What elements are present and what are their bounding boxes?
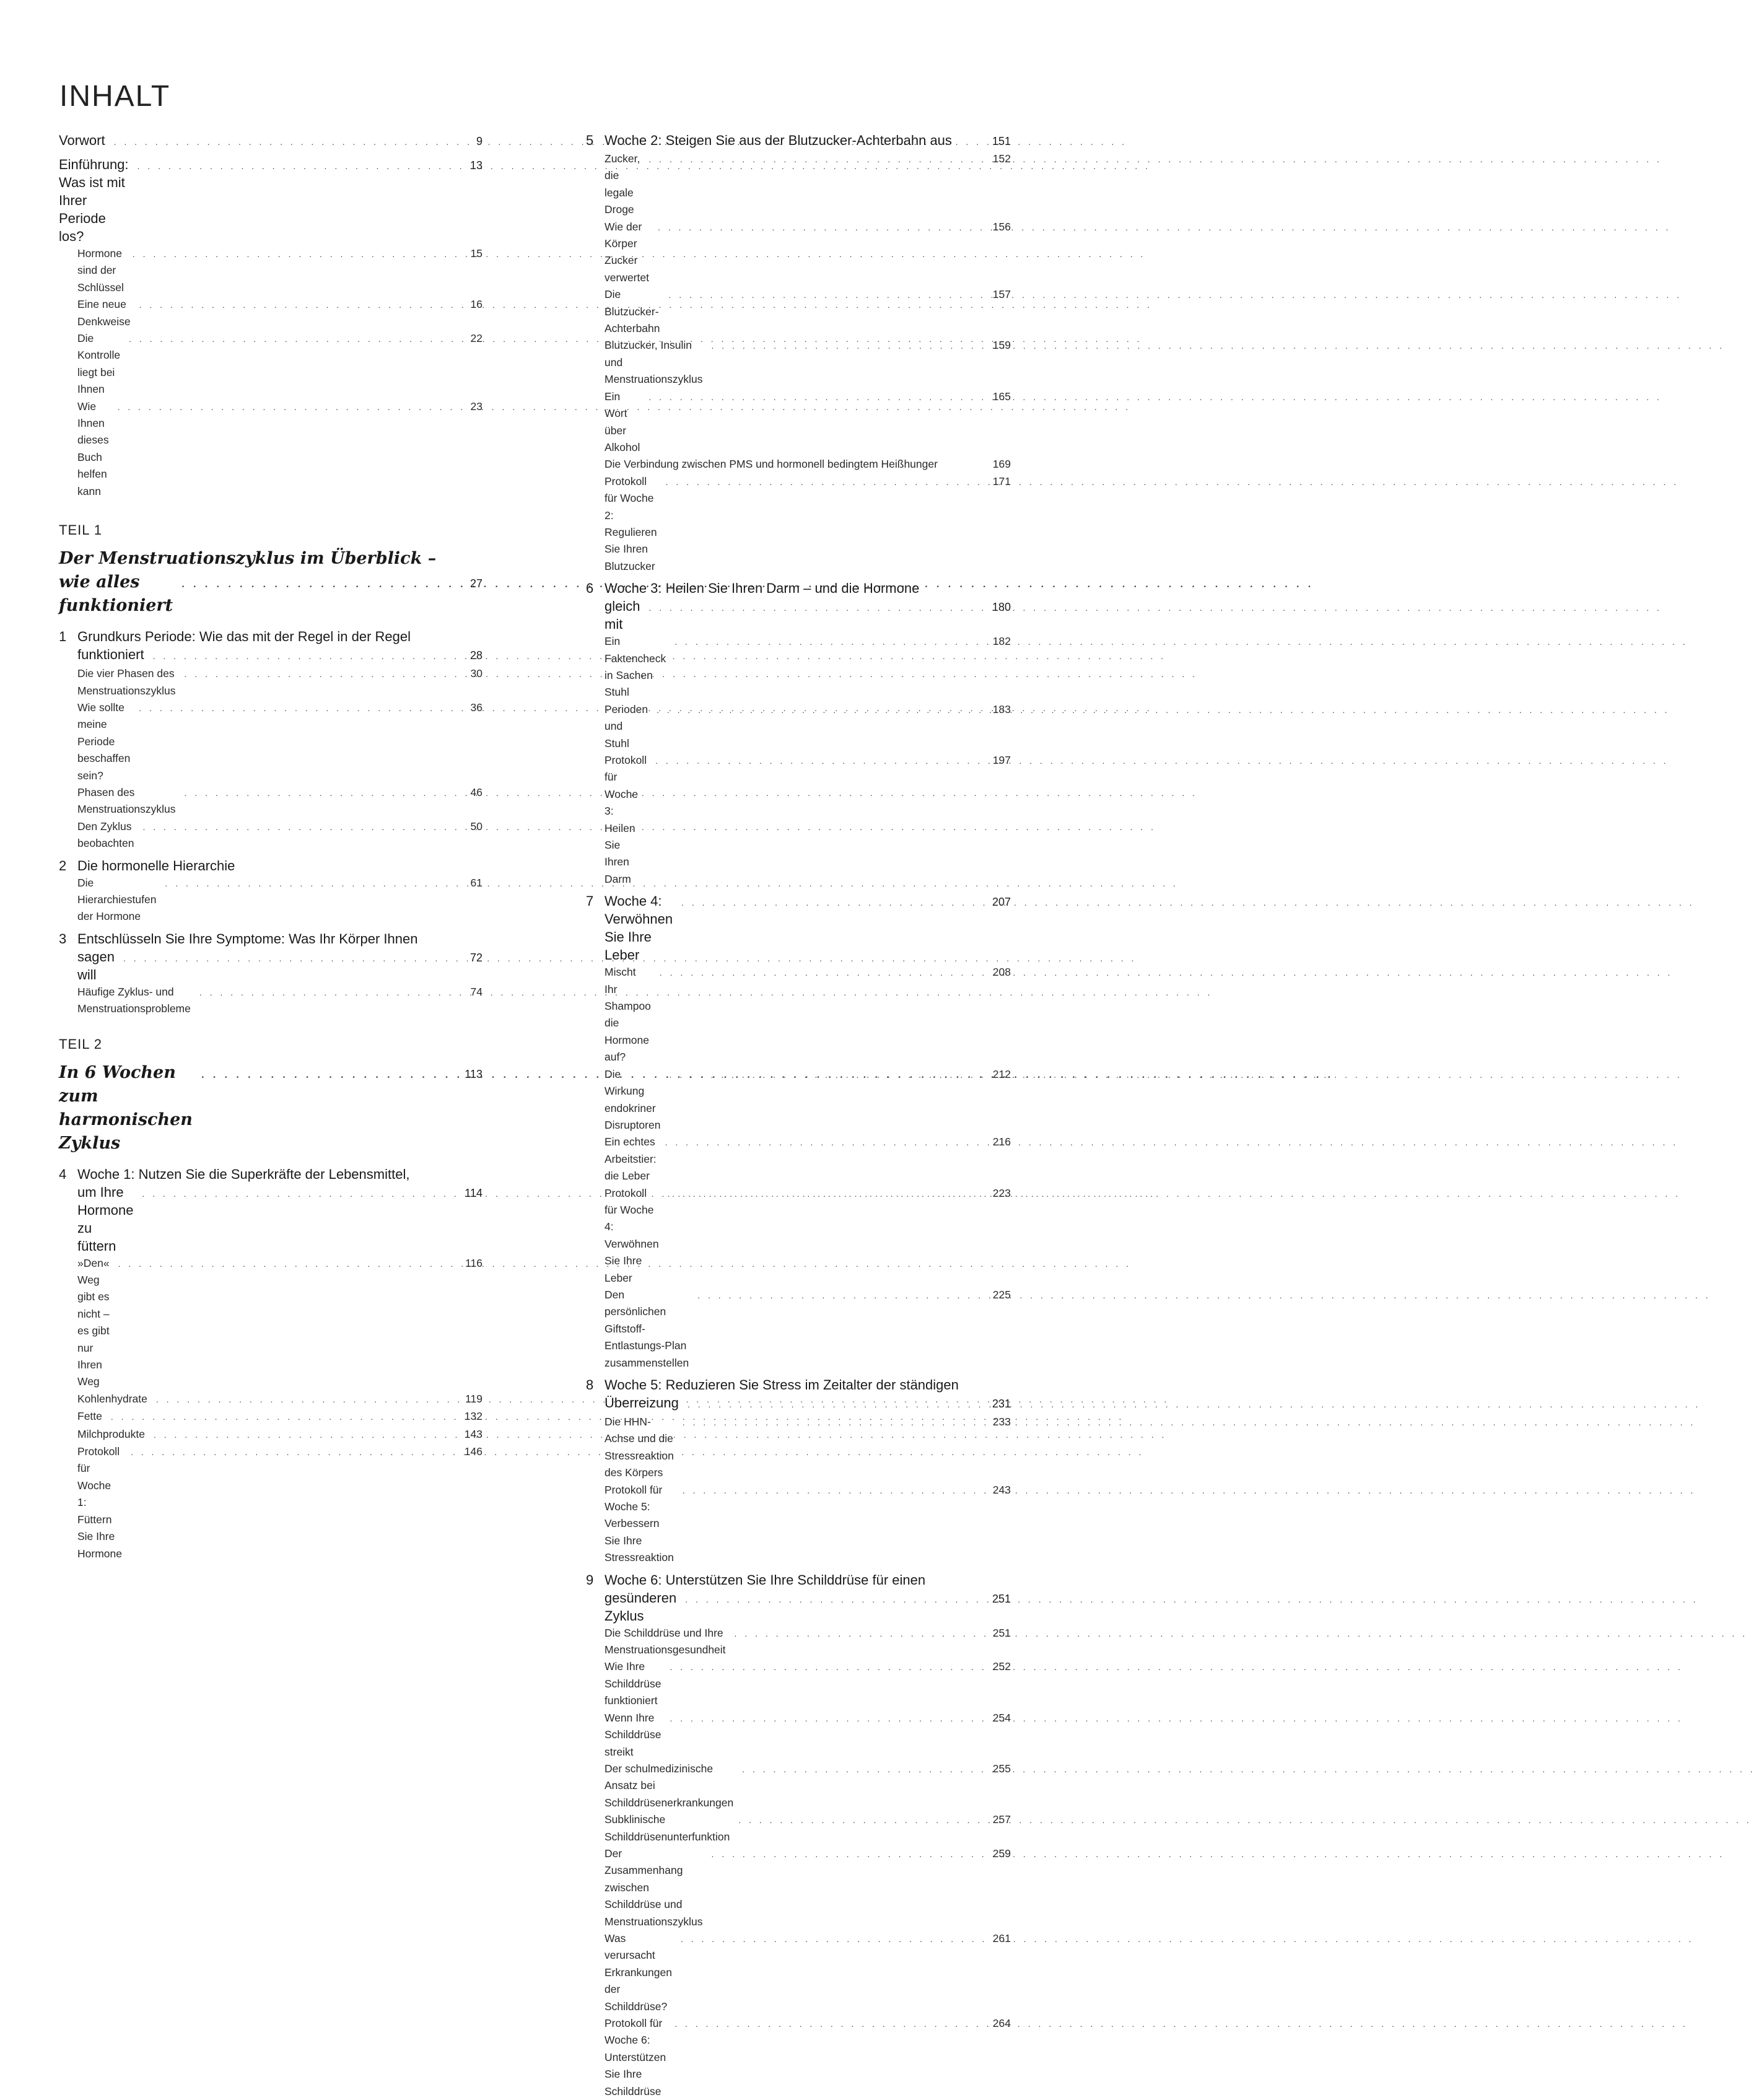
leader-dots xyxy=(703,338,1729,354)
chapter-title-line-1: Grundkurs Periode: Wie das mit der Regel in der Regel xyxy=(77,629,411,645)
toc-entry-title: Wie Ihre Schilddrüse funktioniert xyxy=(605,1660,661,1707)
toc-subentry[interactable] xyxy=(586,1134,1011,1184)
leader-dots xyxy=(673,894,1698,912)
toc-page-number: 216 xyxy=(992,1135,1011,1148)
toc-subentry[interactable] xyxy=(59,1426,482,1443)
toc-entry-title: Den Zyklus beobachten xyxy=(77,820,134,850)
toc-page-number: 254 xyxy=(992,1711,1011,1724)
leader-dots xyxy=(659,1186,1685,1202)
toc-left-column xyxy=(59,131,482,1562)
toc-entry-title: Zucker, die legale Droge xyxy=(605,152,640,216)
toc-page-number: 208 xyxy=(992,966,1011,979)
toc-entry-einfuehrung[interactable] xyxy=(59,155,482,245)
toc-page-number: 116 xyxy=(465,1256,482,1269)
toc-entry-title: Wenn Ihre Schilddrüse streikt xyxy=(605,1711,661,1758)
toc-chapter-3[interactable] xyxy=(59,930,482,984)
toc-page-number: 27 xyxy=(469,577,482,590)
chapter-number: 3 xyxy=(59,930,67,947)
toc-entry-title: Die Blutzucker-Achterbahn xyxy=(605,288,660,335)
leader-dots xyxy=(674,1414,1700,1431)
toc-subentry[interactable] xyxy=(59,1255,482,1391)
toc-entry-title: Subklinische Schilddrüsenunterfunktion xyxy=(605,1813,730,1843)
toc-subentry[interactable] xyxy=(59,245,482,296)
toc-page-number: 74 xyxy=(470,985,482,998)
toc-page-number: 261 xyxy=(992,1932,1011,1945)
toc-chapter-7[interactable] xyxy=(586,892,1011,964)
chapter-number: 7 xyxy=(586,893,594,909)
toc-subentry[interactable] xyxy=(59,398,482,500)
toc-entry-title: Ein Wort über Alkohol xyxy=(605,390,640,453)
chapter-number: 4 xyxy=(59,1166,67,1182)
leader-dots xyxy=(674,1482,1700,1499)
toc-page-number: 30 xyxy=(470,667,482,680)
toc-page-number: 22 xyxy=(470,332,482,345)
toc-subentry[interactable] xyxy=(586,633,1011,701)
toc-entry-title: Die Wirkung endokriner Disruptoren xyxy=(605,1067,661,1131)
chapter-title-line-1: Woche 6: Unterstützen Sie Ihre Schilddrüse für einen xyxy=(605,1572,926,1588)
toc-page-number: 28 xyxy=(469,649,482,662)
toc-page-number: 252 xyxy=(992,1660,1011,1673)
toc-subentry[interactable] xyxy=(586,1658,1011,1709)
toc-subentry[interactable] xyxy=(586,1066,1011,1134)
toc-entry-title: Hormone sind der Schlüssel xyxy=(77,247,124,294)
leader-dots xyxy=(651,965,1677,981)
toc-subentry[interactable] xyxy=(586,337,1011,388)
toc-subentry[interactable] xyxy=(586,1482,1011,1567)
toc-entry-title: Protokoll für Woche 6: Unterstützen Sie Ihre Schilddrüse xyxy=(605,2017,666,2098)
toc-entry-title: »Den« Weg gibt es nicht – es gibt nur Ihren Weg xyxy=(77,1256,110,1388)
chapter-title-line-1: Woche 3: Heilen Sie Ihren Darm – und die Hormone xyxy=(605,580,920,597)
toc-page-number: 251 xyxy=(992,1592,1011,1605)
toc-page-number: 180 xyxy=(992,601,1011,614)
chapter-number: 5 xyxy=(586,133,594,148)
leader-dots xyxy=(640,389,1665,406)
leader-dots xyxy=(676,1591,1702,1609)
toc-subentry[interactable] xyxy=(59,818,482,852)
toc-page-number: 207 xyxy=(992,896,1011,909)
toc-entry-title: Kohlenhydrate xyxy=(77,1392,147,1405)
toc-subentry[interactable] xyxy=(586,151,1011,219)
toc-entry-title: Der schulmedizinische Ansatz bei Schilddrüsenerkrankungen xyxy=(605,1762,734,1809)
toc-page-number: 50 xyxy=(470,820,482,833)
toc-subentry[interactable] xyxy=(59,699,482,784)
leader-dots xyxy=(661,1659,1687,1676)
leader-dots xyxy=(672,1931,1698,1948)
toc-page-number: 9 xyxy=(476,135,482,147)
toc-entry-title: Milchprodukte xyxy=(77,1427,145,1440)
toc-page-number: 169 xyxy=(992,458,1011,471)
toc-entry-title: Der Zusammenhang zwischen Schilddrüse und Menstruationszyklus xyxy=(605,1847,703,1928)
leader-dots xyxy=(666,2016,1691,2032)
toc-page-number: 15 xyxy=(470,247,482,260)
toc-subentry[interactable] xyxy=(586,1185,1011,1287)
part-1-title-line-1: Der Menstruationszyklus im Überblick – xyxy=(59,549,437,569)
leader-dots xyxy=(661,1710,1687,1727)
toc-entry-title: Protokoll für Woche 1: Füttern Sie Ihre Hormone xyxy=(77,1445,122,1560)
toc-page-number: 233 xyxy=(992,1415,1011,1428)
chapter-title-line-1: Entschlüsseln Sie Ihre Symptome: Was Ihr Körper Ihnen xyxy=(77,930,418,947)
chapter-number: 9 xyxy=(586,1572,594,1588)
leader-dots xyxy=(657,1134,1682,1151)
toc-entry-title: Ein echtes Arbeitstier: die Leber xyxy=(605,1135,657,1183)
chapter-number: 1 xyxy=(59,629,67,645)
toc-entry-title: Die vier Phasen des Menstruationszyklus xyxy=(77,667,176,697)
part-1-title[interactable] xyxy=(59,547,482,618)
toc-page-number: 165 xyxy=(992,390,1011,403)
leader-dots xyxy=(647,753,1672,769)
toc-entry-title: Protokoll für Woche 5: Verbessern Sie Ihre Stressreaktion xyxy=(605,1483,674,1564)
chapter-title-line-2: Überreizung xyxy=(605,1395,679,1411)
chapter-title-line-2: funktioniert xyxy=(77,647,144,663)
toc-entry-title: Ein Faktencheck in Sachen Stuhl xyxy=(605,635,666,699)
toc-page-number: 243 xyxy=(992,1483,1011,1496)
toc-page-number: 257 xyxy=(992,1813,1011,1826)
page-title: INHALT xyxy=(59,80,171,113)
toc-page-number: 212 xyxy=(992,1067,1011,1080)
toc-entry-title: Wie Ihnen dieses Buch helfen kann xyxy=(77,400,109,497)
chapter-title-line-1: Woche 5: Reduzieren Sie Stress im Zeitalter der ständigen xyxy=(605,1377,959,1393)
toc-subentry[interactable] xyxy=(586,1845,1011,1930)
toc-page-number: 156 xyxy=(992,220,1011,233)
toc-chapter-9[interactable] xyxy=(586,1571,1011,1625)
chapter-title-line-2: gesünderen Zyklus xyxy=(605,1590,677,1624)
leader-dots xyxy=(733,1761,1759,1778)
toc-chapter-6[interactable] xyxy=(586,579,1011,633)
toc-entry-title: Einführung: Was ist mit Ihrer Periode los? xyxy=(59,157,129,244)
toc-subentry[interactable] xyxy=(586,1414,1011,1482)
toc-entry-title: Eine neue Denkweise xyxy=(77,298,131,328)
toc-subentry[interactable] xyxy=(586,456,1011,473)
toc-subentry[interactable] xyxy=(586,701,1011,752)
leader-dots xyxy=(648,702,1674,719)
toc-page-number: 264 xyxy=(992,2017,1011,2029)
toc-subentry[interactable] xyxy=(586,388,1011,457)
toc-subentry[interactable] xyxy=(586,1625,1011,1659)
toc-page-number: 225 xyxy=(992,1288,1011,1301)
leader-dots xyxy=(640,599,1665,617)
toc-chapter-2[interactable] xyxy=(59,857,482,875)
chapter-title-line-1: Woche 4: Verwöhnen Sie Ihre Leber xyxy=(605,893,673,963)
toc-chapter-8[interactable] xyxy=(586,1376,1011,1414)
toc-entry-title: Wie sollte meine Periode beschaffen sein? xyxy=(77,701,131,782)
toc-page-number: 146 xyxy=(464,1445,482,1458)
toc-entry-title: Den persönlichen Giftstoff-Entlastungs-Plan zusammenstellen xyxy=(605,1288,689,1369)
toc-entry-title: Die Schilddrüse und Ihre Menstruationsgesundheit xyxy=(605,1626,726,1656)
toc-entry-title: Wie der Körper Zucker verwertet xyxy=(605,220,649,284)
part-1-label: TEIL 1 xyxy=(59,522,102,538)
toc-subentry[interactable] xyxy=(586,1811,1011,1845)
toc-entry-vorwort[interactable] xyxy=(59,131,482,151)
leader-dots xyxy=(689,1287,1714,1304)
toc-entry-title: Die Verbindung zwischen PMS und hormonell bedingtem Heißhunger xyxy=(605,458,938,471)
toc-subentry[interactable] xyxy=(59,330,482,398)
toc-subentry[interactable] xyxy=(586,1710,1011,1761)
chapter-title-line-1: Die hormonelle Hierarchie xyxy=(77,857,235,873)
toc-entry-title: Protokoll für Woche 3: Heilen Sie Ihren Darm xyxy=(605,754,647,885)
toc-page-number: 231 xyxy=(992,1398,1011,1410)
toc-subentry[interactable] xyxy=(586,752,1011,888)
leader-dots xyxy=(640,151,1665,168)
toc-page-number: 61 xyxy=(470,876,482,889)
toc-subentry[interactable] xyxy=(586,286,1011,337)
toc-page-number: 259 xyxy=(992,1847,1011,1860)
toc-page-number: 251 xyxy=(992,1626,1011,1639)
leader-dots xyxy=(679,1396,1704,1414)
part-2-label: TEIL 2 xyxy=(59,1036,102,1052)
toc-right-column xyxy=(586,131,1011,2100)
toc-chapter-5[interactable] xyxy=(586,131,1011,151)
chapter-number: 2 xyxy=(59,857,67,873)
chapter-title-line-2: gleich mit xyxy=(605,598,640,632)
toc-subentry[interactable] xyxy=(586,473,1011,575)
toc-entry-title: Vorwort xyxy=(59,133,105,148)
toc-page-number: 36 xyxy=(470,701,482,714)
toc-subentry[interactable] xyxy=(586,1930,1011,2015)
toc-page-number: 13 xyxy=(469,159,482,172)
toc-page-number: 183 xyxy=(992,702,1011,715)
toc-subentry[interactable] xyxy=(586,964,1011,1065)
toc-subentry[interactable] xyxy=(59,1443,482,1562)
toc-subentry[interactable] xyxy=(59,296,482,330)
toc-subentry[interactable] xyxy=(59,875,482,925)
chapter-title-line-2: sagen will xyxy=(77,948,115,982)
chapter-number: 8 xyxy=(586,1377,594,1393)
toc-page-number: 159 xyxy=(992,339,1011,352)
toc-subentry[interactable] xyxy=(59,1391,482,1408)
chapter-title-line-1: Woche 2: Steigen Sie aus der Blutzucker-Achterbahn aus xyxy=(605,133,952,148)
toc-entry-title: Protokoll für Woche 4: Verwöhnen Sie Ihre Leber xyxy=(605,1186,659,1284)
toc-subentry[interactable] xyxy=(59,665,482,699)
toc-entry-title: Mischt Ihr Shampoo die Hormone auf? xyxy=(605,966,651,1064)
toc-subentry[interactable] xyxy=(59,1408,482,1425)
toc-subentry[interactable] xyxy=(586,219,1011,287)
toc-subentry[interactable] xyxy=(59,984,482,1018)
leader-dots xyxy=(660,287,1686,304)
toc-entry-title: Fette xyxy=(77,1410,102,1423)
toc-subentry[interactable] xyxy=(586,2015,1011,2100)
part-2-title-text: In 6 Wochen zum harmonischen Zyklus xyxy=(59,1062,193,1153)
toc-entry-title: Was verursacht Erkrankungen der Schilddrüse? xyxy=(605,1932,672,2013)
toc-page-number: 143 xyxy=(464,1427,482,1440)
toc-page-number: 132 xyxy=(464,1410,482,1423)
toc-entry-title: Perioden und Stuhl xyxy=(605,702,648,750)
leader-dots xyxy=(660,1067,1686,1083)
chapter-number: 6 xyxy=(586,580,594,597)
toc-page-number: 119 xyxy=(465,1392,482,1405)
toc-page-number: 157 xyxy=(992,288,1011,301)
toc-page-number: 113 xyxy=(465,1067,482,1080)
toc-subentry[interactable] xyxy=(586,1761,1011,1811)
part-1-title-line-2: wie alles funktioniert xyxy=(59,572,173,616)
toc-subentry[interactable] xyxy=(59,784,482,818)
chapter-title-line-2: um Ihre Hormone zu füttern xyxy=(77,1184,134,1254)
toc-page-number: 23 xyxy=(470,400,482,413)
leader-dots xyxy=(657,474,1683,491)
part-2-title[interactable] xyxy=(59,1061,482,1155)
toc-subentry[interactable] xyxy=(586,1287,1011,1372)
leader-dots xyxy=(703,1846,1729,1863)
toc-chapter-1[interactable] xyxy=(59,628,482,665)
leader-dots xyxy=(726,1625,1752,1642)
toc-page-number: 255 xyxy=(992,1762,1011,1775)
leader-dots xyxy=(730,1812,1755,1829)
toc-page-number: 197 xyxy=(992,754,1011,766)
toc-page-number: 72 xyxy=(469,951,482,964)
chapter-title-line-1: Woche 1: Nutzen Sie die Superkräfte der Lebensmittel, xyxy=(77,1166,410,1182)
toc-page-number: 152 xyxy=(992,152,1011,165)
toc-entry-title: Häufige Zyklus- und Menstruationsprobleme xyxy=(77,985,191,1015)
toc-entry-title: Phasen des Menstruationszyklus xyxy=(77,785,176,816)
leader-dots xyxy=(649,219,1675,236)
toc-entry-title: Die Hierarchiestufen der Hormone xyxy=(77,876,157,923)
leader-dots xyxy=(666,634,1691,650)
toc-entry-title: Die Kontrolle liegt bei Ihnen xyxy=(77,332,121,396)
toc-page-number: 223 xyxy=(992,1186,1011,1199)
toc-page-number: 151 xyxy=(992,135,1011,147)
toc-page-number: 171 xyxy=(992,475,1011,488)
toc-chapter-4[interactable] xyxy=(59,1165,482,1255)
toc-page-number: 114 xyxy=(465,1186,482,1199)
toc-entry-title: Die HHN-Achse und die Stressreaktion des Körpers xyxy=(605,1415,674,1479)
toc-entry-title: Protokoll für Woche 2: Regulieren Sie Ihren Blutzucker xyxy=(605,475,657,572)
toc-page-number: 16 xyxy=(470,298,482,311)
toc-page-number: 182 xyxy=(992,635,1011,648)
toc-page-number: 46 xyxy=(470,785,482,798)
toc-entry-title: Blutzucker, Insulin und Menstruationszyklus xyxy=(605,339,703,386)
